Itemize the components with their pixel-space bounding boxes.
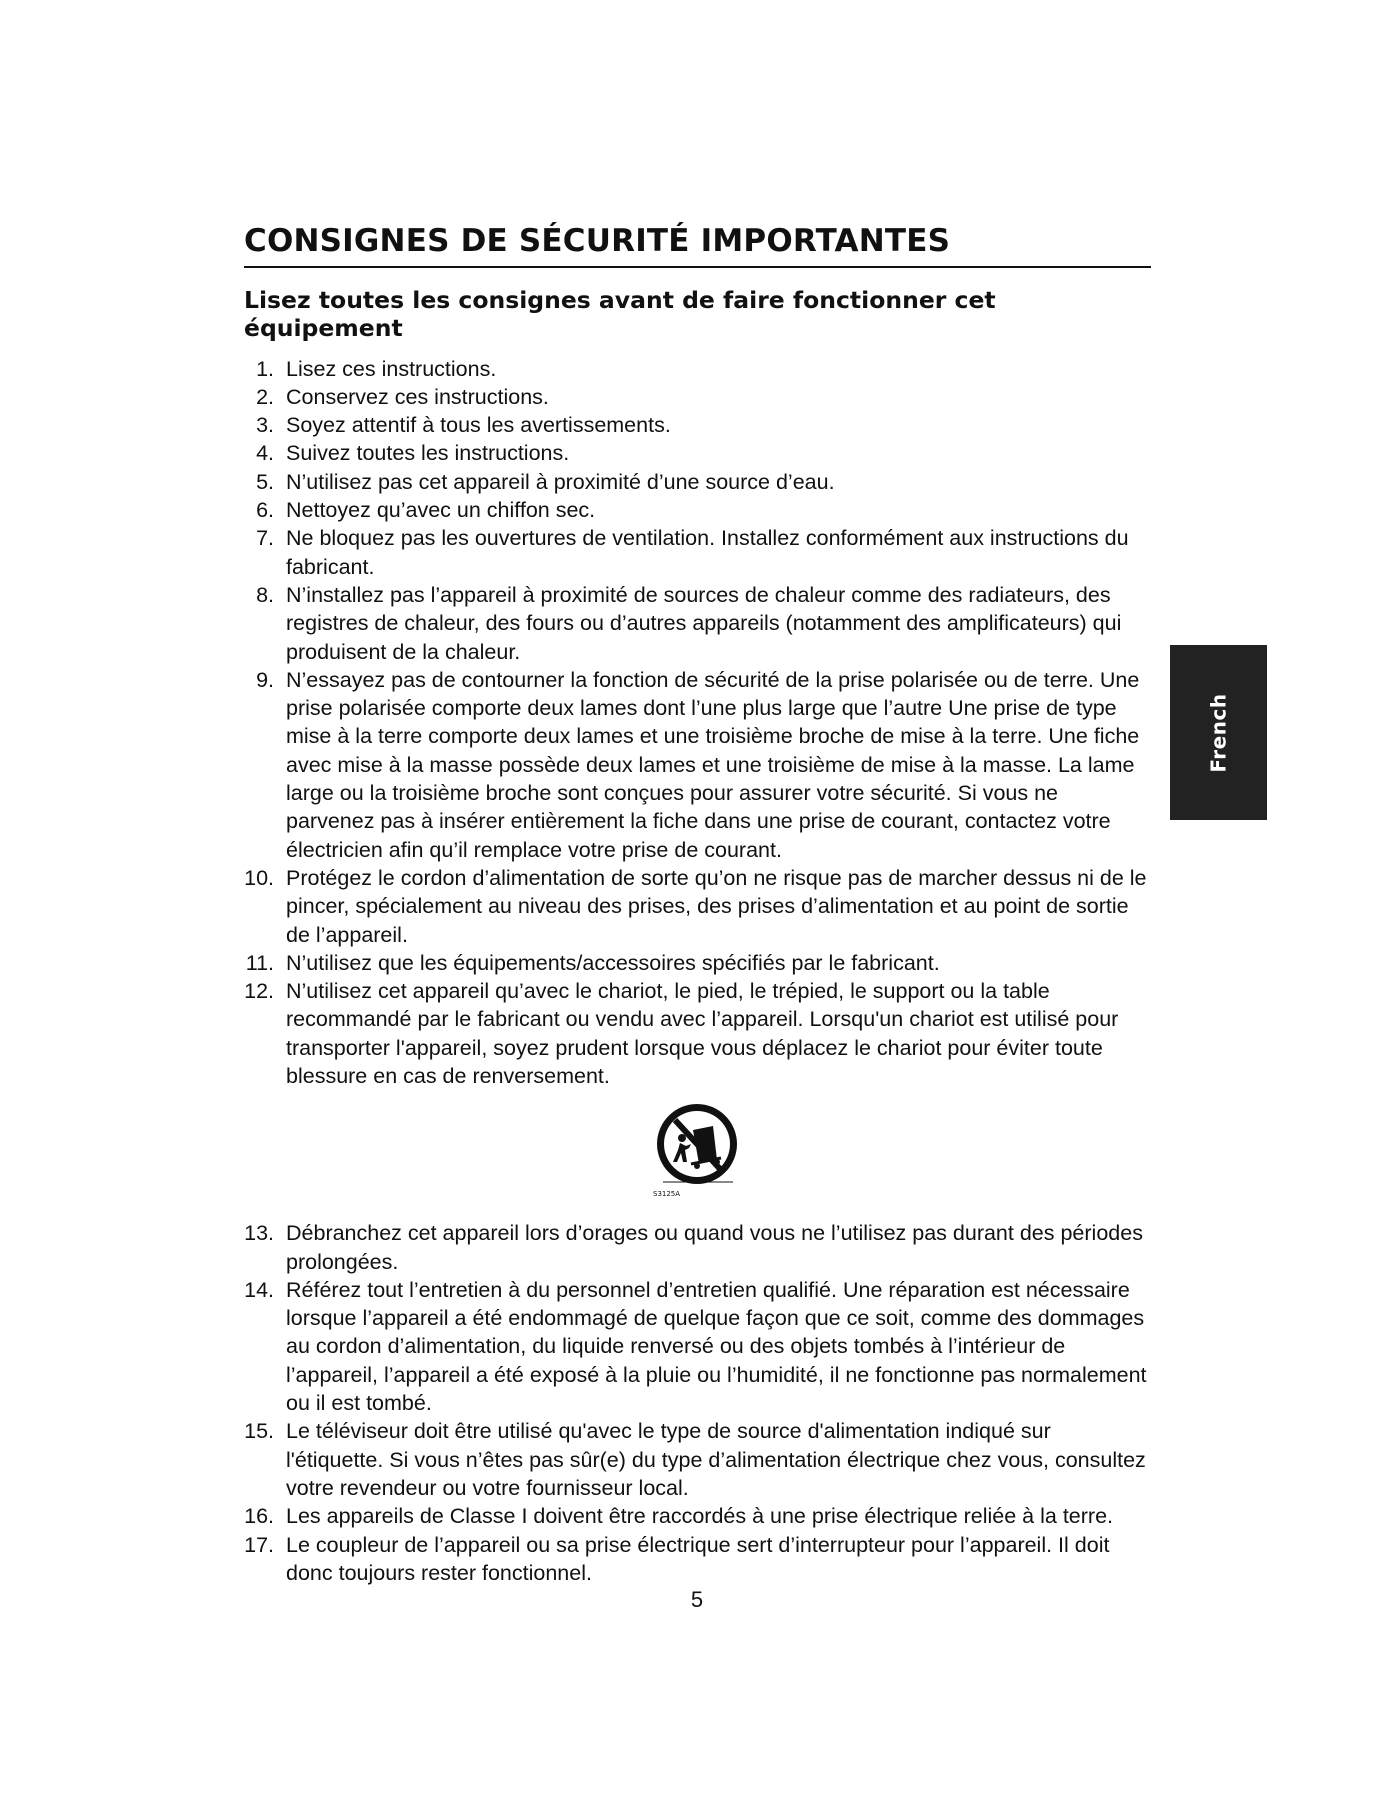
page-title: CONSIGNES DE SÉCURITÉ IMPORTANTES (244, 223, 1151, 268)
language-label: French (1206, 692, 1231, 773)
list-item-text: Débranchez cet appareil lors d’orages ou quand vous ne l’utilisez pas durant des périodes prolongées. (286, 1221, 1143, 1274)
list-item (244, 1276, 1151, 1417)
list-item-number: 10. (244, 865, 274, 890)
list-item-number: 15. (244, 1419, 274, 1444)
cart-warning-figure (244, 1100, 1151, 1205)
list-item-text: Soyez attentif à tous les avertissements. (286, 413, 671, 438)
list-item-text: Suivez toutes les instructions. (286, 441, 570, 466)
list-item-number: 16. (244, 1504, 274, 1529)
list-item-number: 14. (244, 1277, 274, 1302)
list-item (244, 1531, 1151, 1588)
list-item (244, 1502, 1151, 1530)
list-item-number: 12. (244, 979, 274, 1004)
list-item (244, 496, 1151, 524)
list-item-text: N’utilisez pas cet appareil à proximité d’une source d’eau. (286, 469, 835, 494)
list-item (244, 383, 1151, 411)
cart-tipover-warning-icon (649, 1100, 749, 1200)
list-item-number: 6. (256, 498, 274, 523)
list-item-text: N’installez pas l’appareil à proximité de sources de chaleur comme des radiateurs, des registres de chaleur, des fours ou d’autres appareils (notamment des amplificateurs) qui produisent de la chaleur. (286, 582, 1122, 664)
list-item-number: 9. (256, 667, 274, 692)
list-item-number: 7. (256, 526, 274, 551)
page-number (0, 1587, 1400, 1613)
list-item-text: Lisez ces instructions. (286, 356, 497, 381)
list-item (244, 468, 1151, 496)
list-item-text: Protégez le cordon d’alimentation de sorte qu’on ne risque pas de marcher dessus ni de le pincer, spécialement au niveau des prises, des prises d’alimentation et au point de sortie de l’appareil. (286, 865, 1147, 947)
instruction-list-continued (244, 1219, 1151, 1587)
list-item (244, 864, 1151, 949)
list-item (244, 949, 1151, 977)
list-item-text: Conservez ces instructions. (286, 384, 549, 409)
list-item (244, 524, 1151, 581)
page-subtitle: Lisez toutes les consignes avant de faire fonctionner cet équipement (244, 286, 996, 343)
list-item-text: Nettoyez qu’avec un chiffon sec. (286, 498, 596, 523)
list-item-text: N’utilisez que les équipements/accessoires spécifiés par le fabricant. (286, 950, 940, 975)
figure-code: S3125A (653, 1190, 681, 1199)
list-item (244, 439, 1151, 467)
page-number-text: 5 (690, 1587, 704, 1612)
list-item-number: 11. (245, 950, 274, 975)
list-item-number: 4. (256, 441, 274, 466)
list-item-text: N’essayez pas de contourner la fonction de sécurité de la prise polarisée ou de terre. Une prise polarisée comporte deux lames dont l’une plus large que l’autre Une prise de type mise à la terre comporte deux lames et une troisième broche de mise à la terre. Une fiche avec mise à la masse possède deux lames et une troisième de mise à la masse. La lame large ou la troisième broche sont conçues pour assurer votre sécurité. Si vous ne parvenez pas à insérer entièrement la fiche dans une prise de courant, contactez votre électricien afin qu’il remplace votre prise de courant. (286, 667, 1140, 862)
list-item-number: 17. (244, 1532, 274, 1557)
list-item (244, 977, 1151, 1090)
list-item (244, 355, 1151, 383)
list-item-text: Le téléviseur doit être utilisé qu'avec le type de source d'alimentation indiqué sur l'étiquette. Si vous n’êtes pas sûr(e) du type d’alimentation électrique chez vous, consultez votre revendeur ou votre fournisseur local. (286, 1419, 1146, 1500)
list-item (244, 666, 1151, 864)
list-item-text: Ne bloquez pas les ouvertures de ventilation. Installez conformément aux instructions du fabricant. (286, 526, 1129, 579)
list-item-number: 2. (256, 384, 274, 409)
list-item-number: 1. (256, 356, 274, 381)
language-side-tab (1170, 645, 1267, 820)
list-item-text: Référez tout l’entretien à du personnel d’entretien qualifié. Une réparation est nécessaire lorsque l’appareil a été endommagé de quelque façon que ce soit, comme des dommages au cordon d’alimentation, du liquide renversé ou des objets tombés à l’intérieur de l’appareil, l’appareil a été exposé à la pluie ou l’humidité, il ne fonctionne pas normalement ou il est tombé. (286, 1277, 1147, 1416)
instruction-list (244, 355, 1151, 1091)
list-item-number: 13. (244, 1221, 274, 1246)
list-item-text: Le coupleur de l’appareil ou sa prise électrique sert d’interrupteur pour l’appareil. Il doit donc toujours rester fonctionnel. (286, 1532, 1110, 1585)
list-item (244, 1219, 1151, 1276)
list-item (244, 581, 1151, 666)
list-item (244, 411, 1151, 439)
page-content (244, 223, 1151, 1587)
list-item-number: 5. (256, 469, 274, 494)
list-item (244, 1417, 1151, 1502)
list-item-number: 3. (256, 413, 274, 438)
list-item-number: 8. (256, 582, 274, 607)
list-item-text: Les appareils de Classe I doivent être raccordés à une prise électrique reliée à la terre. (286, 1504, 1114, 1529)
list-item-text: N’utilisez cet appareil qu’avec le chariot, le pied, le trépied, le support ou la table recommandé par le fabricant ou vendu avec l’appareil. Lorsqu'un chariot est utilisé pour transporter l'appareil, soyez prudent lorsque vous déplacez le chariot pour éviter toute blessure en cas de renversement. (286, 979, 1119, 1088)
